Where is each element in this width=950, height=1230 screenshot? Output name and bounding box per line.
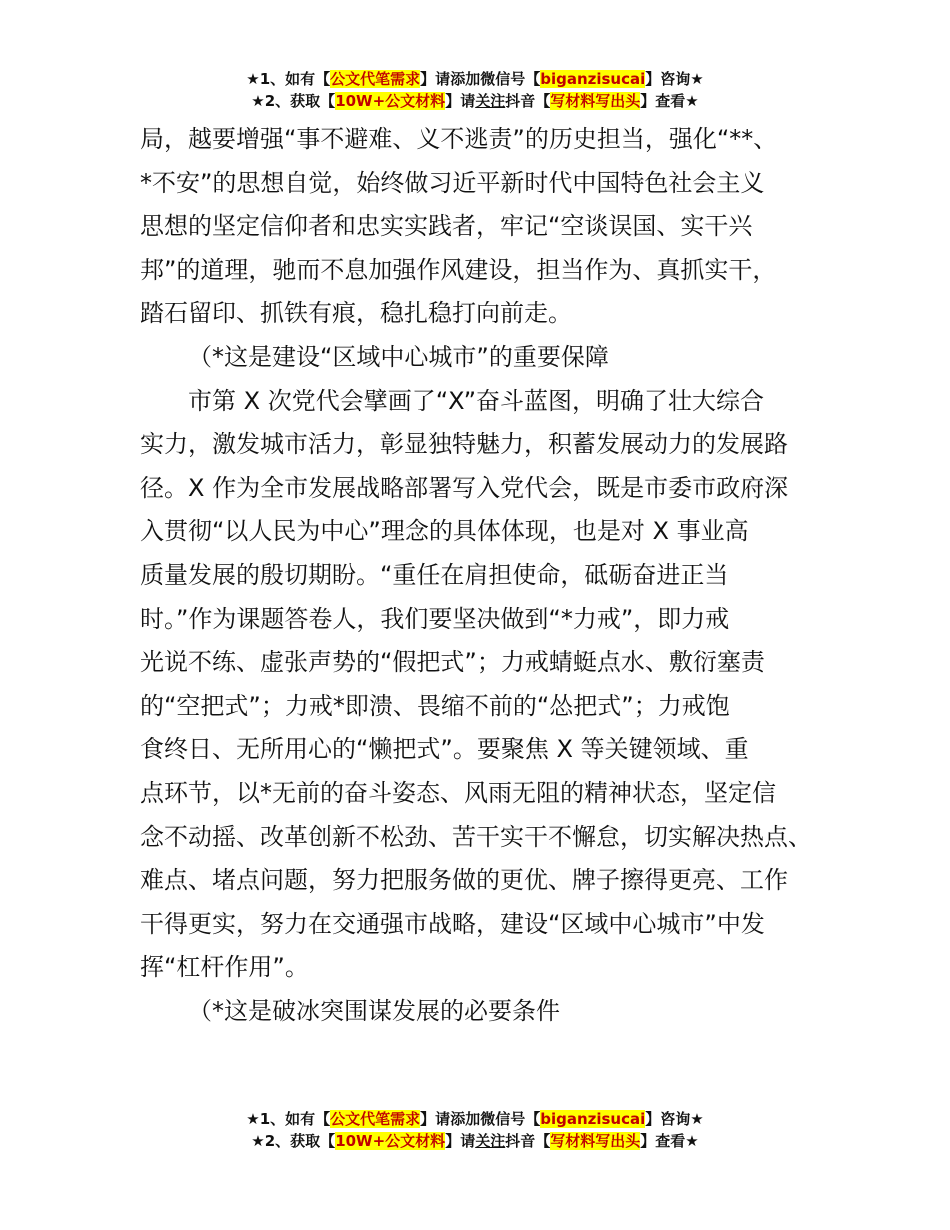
body-line: 时。”作为课题答卷人，我们要坚决做到“*力戒”，即力戒: [140, 604, 730, 633]
banner-text: 】请: [420, 1110, 451, 1128]
section-heading: （*这是建设“区域中心城市”的重要保障: [188, 342, 609, 371]
banner-text: 】请: [445, 92, 476, 110]
body-line: 市第 X 次党代会擘画了“X”奋斗蓝图，明确了壮大综合: [188, 386, 765, 415]
banner-highlight-wechat-id: biganzisucai: [540, 1110, 646, 1128]
banner-text: ★1、如有【: [246, 70, 331, 88]
body-line: 念不动摇、改革创新不松劲、苦干实干不懈怠，切实解决热点、: [140, 822, 812, 851]
body-line: 局，越要增强“事不避难、义不逃责”的历史担当，强化“**、: [140, 125, 778, 153]
banner-text: ★2、获取【: [251, 1132, 336, 1150]
body-line: 实力，激发城市活力，彰显独特魅力，积蓄发展动力的发展路: [140, 430, 788, 459]
body-line: 干得更实，努力在交通强市战略，建设“区域中心城市”中发: [140, 909, 765, 938]
banner-text: 微信号【: [480, 1110, 541, 1128]
body-line: 入贯彻“以人民为中心”理念的具体体现，也是对 X 事业高: [140, 517, 749, 546]
banner-text: 】查看★: [640, 92, 699, 110]
banner-text: ★1、如有【: [246, 1110, 331, 1128]
banner-line-2: [0, 90, 950, 112]
banner-line-1: [0, 68, 950, 90]
banner-text: 抖音【: [505, 92, 551, 110]
banner-text: 关注: [475, 92, 506, 110]
document-body: [140, 118, 840, 1033]
banner-highlight-materials: 10W+公文材料: [335, 1132, 446, 1150]
body-line: 光说不练、虚张声势的“假把式”；力戒蜻蜓点水、敷衍塞责: [140, 648, 765, 677]
banner-highlight-service: 公文代笔需求: [330, 70, 421, 88]
body-line: 食终日、无所用心的“懒把式”。要聚焦 X 等关键领域、重: [140, 735, 749, 764]
banner-text: 关注: [475, 1132, 506, 1150]
body-line: 难点、堵点问题，努力把服务做的更优、牌子擦得更亮、工作: [140, 866, 788, 895]
footer-banner: [0, 1108, 950, 1152]
body-line: 径。X 作为全市发展战略部署写入党代会，既是市委市政府深: [140, 473, 789, 502]
banner-highlight-douyin: 写材料写出头: [550, 1132, 641, 1150]
banner-text: ★2、获取【: [251, 92, 336, 110]
banner-text: 添加: [450, 70, 481, 88]
body-line: 思想的坚定信仰者和忠实实践者，牢记“空谈误国、实干兴: [140, 212, 753, 241]
body-line: 邦”的道理，驰而不息加强作风建设，担当作为、真抓实干，: [140, 255, 777, 284]
banner-highlight-service: 公文代笔需求: [330, 1110, 421, 1128]
body-line: 踏石留印、抓铁有痕，稳扎稳打向前走。: [140, 299, 572, 328]
banner-line-2: [0, 1130, 950, 1152]
banner-line-1: [0, 1108, 950, 1130]
banner-text: 】咨询★: [645, 70, 704, 88]
body-line: 的“空把式”；力戒*即溃、畏缩不前的“怂把式”；力戒饱: [140, 691, 730, 720]
body-line: 点环节，以*无前的奋斗姿态、风雨无阻的精神状态，坚定信: [140, 778, 776, 807]
body-line: 挥“杠杆作用”。: [140, 953, 309, 982]
banner-text: 添加: [450, 1110, 481, 1128]
banner-text: 】查看★: [640, 1132, 699, 1150]
body-line: *不安”的思想自觉，始终做习近平新时代中国特色社会主义: [140, 168, 765, 197]
banner-highlight-douyin: 写材料写出头: [550, 92, 641, 110]
banner-text: 】咨询★: [645, 1110, 704, 1128]
body-line: 质量发展的殷切期盼。“重任在肩担使命，砥砺奋进正当: [140, 560, 729, 589]
banner-text: 】请: [445, 1132, 476, 1150]
banner-text: 抖音【: [505, 1132, 551, 1150]
banner-text: 微信号【: [480, 70, 541, 88]
banner-highlight-wechat-id: biganzisucai: [540, 70, 646, 88]
banner-highlight-materials: 10W+公文材料: [335, 92, 446, 110]
banner-text: 】请: [420, 70, 451, 88]
section-heading: （*这是破冰突围谋发展的必要条件: [188, 996, 560, 1025]
header-banner: [0, 68, 950, 112]
